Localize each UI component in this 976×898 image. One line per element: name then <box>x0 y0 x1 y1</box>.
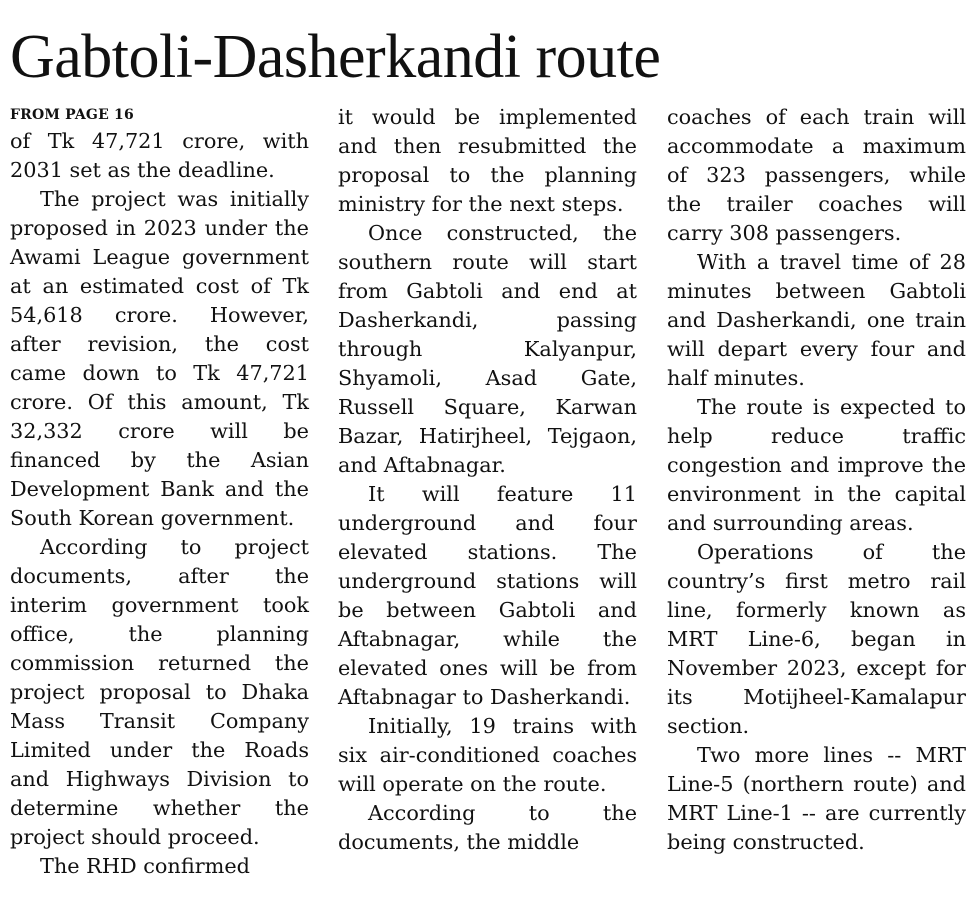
article-paragraph: Once constructed, the southern route will start from Gabtoli and end at Dasherkandi, passing through Kalyanpur, Shyamoli, Asad Gate, Russell Square, Karwan Bazar, Hatirjheel, Tejgaon, and Aftabnagar. <box>338 221 637 477</box>
article-headline: Gabtoli-Dasherkandi route <box>10 23 661 91</box>
article-paragraph: of Tk 47,721 crore, with 2031 set as the deadline. <box>10 129 309 182</box>
article-column-1 <box>10 103 309 881</box>
article-paragraph: Operations of the country’s first metro rail line, formerly known as MRT Line-6, began in November 2023, except for its Motijheel-Kamalapur section. <box>667 540 966 738</box>
article-paragraph: According to project documents, after the interim government took office, the planning commission returned the project proposal to Dhaka Mass Transit Company Limited under the Roads and Highways Division to determine whether the project should proceed. <box>10 535 309 849</box>
article-paragraph: According to the documents, the middle <box>338 801 637 854</box>
article-paragraph: It will feature 11 underground and four elevated stations. The underground stations will be between Gabtoli and Aftabnagar, while the elevated ones will be from Aftabnagar to Dasherkandi. <box>338 482 637 709</box>
article-paragraph: The project was initially proposed in 2023 under the Awami League government at an estimated cost of Tk 54,618 crore. However, after revision, the cost came down to Tk 47,721 crore. Of this amount, Tk 32,332 crore will be financed by the Asian Development Bank and the South Korean government. <box>10 187 309 530</box>
continuation-kicker: FROM PAGE 16 <box>10 107 134 123</box>
article-column-3 <box>667 103 966 857</box>
article-paragraph: The RHD confirmed <box>40 854 250 878</box>
article-paragraph: Two more lines -- MRT Line-5 (northern route) and MRT Line-1 -- are currently being constructed. <box>667 743 966 854</box>
article-paragraph: it would be implemented and then resubmitted the proposal to the planning ministry for the next steps. <box>338 105 637 216</box>
article-paragraph: coaches of each train will accommodate a maximum of 323 passengers, while the trailer coaches will carry 308 passengers. <box>667 105 966 245</box>
article-column-2 <box>338 103 637 857</box>
article-paragraph: Initially, 19 trains with six air-conditioned coaches will operate on the route. <box>338 714 637 796</box>
article-paragraph: The route is expected to help reduce traffic congestion and improve the environment in the capital and surrounding areas. <box>667 395 966 535</box>
article-paragraph: With a travel time of 28 minutes between Gabtoli and Dasherkandi, one train will depart every four and half minutes. <box>667 250 966 390</box>
